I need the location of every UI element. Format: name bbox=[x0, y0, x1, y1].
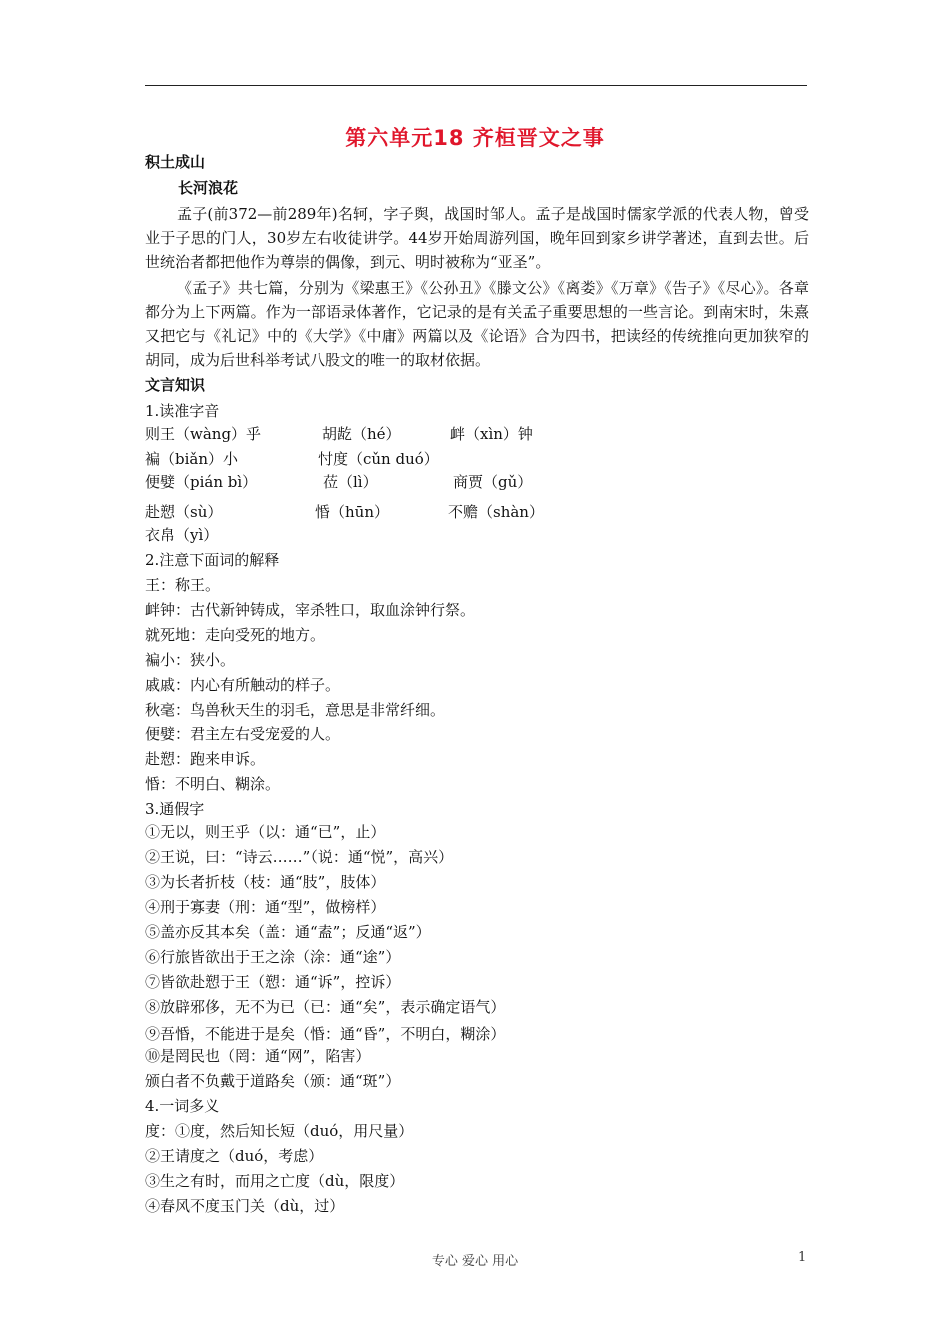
definitions-heading: 2.注意下面词的解释 bbox=[145, 551, 280, 569]
pronunciation-item: 胡龁（hé） bbox=[322, 425, 401, 443]
pronunciation-row bbox=[145, 424, 645, 444]
tongjia-item: ⑨吾惛，不能进于是矣（惛：通“昏”，不明白，糊涂） bbox=[145, 1025, 506, 1043]
header-rule bbox=[145, 85, 807, 86]
tongjia-item: ⑥行旅皆欲出于王之涂（涂：通“途”） bbox=[145, 948, 401, 966]
pronunciation-item: 便嬖（pián bì） bbox=[145, 473, 258, 491]
tongjia-item: ③为长者折枝（枝：通“肢”，肢体） bbox=[145, 873, 386, 891]
polysemy-item: ③生之有时，而用之亡度（dù，限度） bbox=[145, 1172, 405, 1190]
tongjia-item: ②王说，曰：“诗云……”（说：通“悦”，高兴） bbox=[145, 848, 454, 866]
footer-motto: 专心 爱心 用心 bbox=[431, 1254, 519, 1269]
pronunciation-row bbox=[145, 502, 645, 522]
pronunciation-heading: 1.读准字音 bbox=[145, 402, 220, 420]
tongjia-item: ①无以，则王乎（以：通“已”，止） bbox=[145, 823, 386, 841]
definition-item: 秋毫：鸟兽秋天生的羽毛，意思是非常纤细。 bbox=[145, 701, 446, 719]
page-title: 第六单元18 齐桓晋文之事 bbox=[345, 126, 605, 150]
tongjia-heading: 3.通假字 bbox=[145, 800, 205, 818]
definition-item: 赴愬：跑来申诉。 bbox=[145, 750, 266, 768]
definition-item: 就死地：走向受死的地方。 bbox=[145, 626, 326, 644]
definition-item: 戚戚：内心有所触动的样子。 bbox=[145, 676, 341, 694]
intro-paragraph-2: 《孟子》共七篇，分别为《梁惠王》《公孙丑》《滕文公》《离娄》《万章》《告子》《尽心》。各章都分为上下两篇。作为一部语录体著作，它记录的是有关孟子重要思想的一些言论。到南宋时，朱熹又把它与《礼记》中的《大学》《中庸》两篇以及《论语》合为四书，把读经的传统推向更加狭窄的胡同，成为后世科举考试八股文的唯一的取材依据。 bbox=[145, 279, 809, 369]
intro-paragraph-1: 孟子(前372—前289年)名轲，字子舆，战国时邹人。孟子是战国时儒家学派的代表人物，曾受业于子思的门人，30岁左右收徒讲学。44岁开始周游列国，晚年回到家乡讲学著述，直到去世。后世统治者都把他作为尊崇的偶像，到元、明时被称为“亚圣”。 bbox=[145, 205, 809, 271]
tongjia-item: ⑤盖亦反其本矣（盖：通“盍”；反通“返”） bbox=[145, 923, 431, 941]
page-number: 1 bbox=[798, 1250, 807, 1265]
tongjia-item: ④刑于寡妻（刑：通“型”，做榜样） bbox=[145, 898, 386, 916]
definition-item: 褊小：狭小。 bbox=[145, 651, 236, 669]
tongjia-item: 颁白者不负戴于道路矣（颁：通“斑”） bbox=[145, 1072, 401, 1090]
definition-item: 便嬖：君主左右受宠爱的人。 bbox=[145, 725, 341, 743]
tongjia-item: ⑩是罔民也（罔：通“网”，陷害） bbox=[145, 1047, 371, 1065]
pronunciation-item: 不赡（shàn） bbox=[448, 503, 544, 521]
section-changhe: 长河浪花 bbox=[178, 179, 239, 197]
pronunciation-item: 褊（biǎn）小 bbox=[145, 450, 239, 468]
pronunciation-item: 忖度（cǔn duó） bbox=[318, 450, 439, 468]
pronunciation-row bbox=[145, 472, 645, 492]
pronunciation-item: 莅（lì） bbox=[323, 473, 378, 491]
pronunciation-item: 惛（hūn） bbox=[315, 503, 389, 521]
tongjia-item: ⑦皆欲赴愬于王（愬：通“诉”，控诉） bbox=[145, 973, 401, 991]
section-jitu: 积土成山 bbox=[145, 153, 206, 171]
polysemy-item: ②王请度之（duó，考虑） bbox=[145, 1147, 324, 1165]
pronunciation-item: 赴愬（sù） bbox=[145, 503, 223, 521]
definition-item: 王：称王。 bbox=[145, 576, 221, 594]
pronunciation-row bbox=[145, 449, 645, 469]
polysemy-heading: 4.一词多义 bbox=[145, 1097, 220, 1115]
polysemy-item: ④春风不度玉门关（dù，过） bbox=[145, 1197, 345, 1215]
pronunciation-item: 则王（wàng）乎 bbox=[145, 425, 262, 443]
definition-item: 惛：不明白、糊涂。 bbox=[145, 775, 281, 793]
polysemy-item: 度：①度，然后知长短（duó，用尺量） bbox=[145, 1122, 414, 1140]
pronunciation-item: 衣帛（yì） bbox=[145, 526, 219, 544]
section-wenyan: 文言知识 bbox=[145, 376, 206, 394]
pronunciation-item: 衅（xìn）钟 bbox=[450, 425, 533, 443]
tongjia-item: ⑧放辟邪侈，无不为已（已：通“矣”，表示确定语气） bbox=[145, 998, 506, 1016]
definition-item: 衅钟：古代新钟铸成，宰杀牲口，取血涂钟行祭。 bbox=[145, 601, 476, 619]
pronunciation-item: 商贾（gǔ） bbox=[453, 473, 533, 491]
